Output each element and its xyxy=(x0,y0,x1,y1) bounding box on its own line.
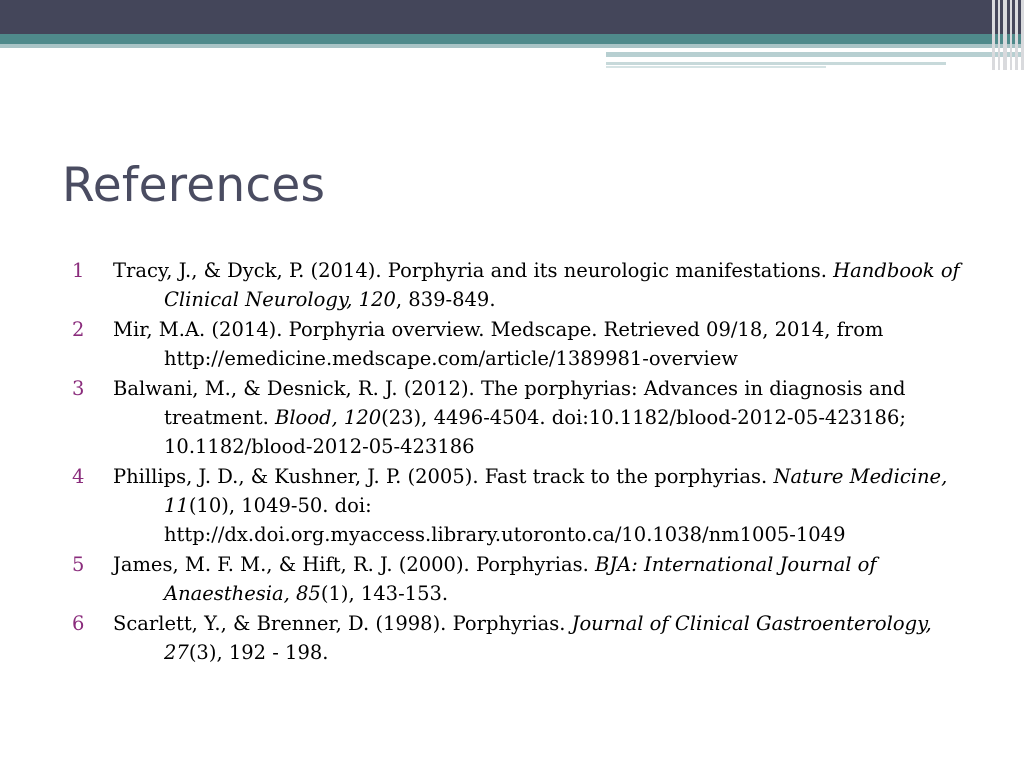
reference-number: 3 xyxy=(72,377,85,400)
reference-number: 4 xyxy=(72,465,85,488)
reference-authors: Phillips, J. D., & Kushner, J. P. (2005). Fast track to the porphyrias. xyxy=(113,465,774,488)
slide-title: References xyxy=(62,158,326,213)
reference-number: 5 xyxy=(72,553,85,576)
reference-authors: James, M. F. M., & Hift, R. J. (2000). Porphyrias. xyxy=(113,553,595,576)
reference-authors: Tracy, J., & Dyck, P. (2014). Porphyria and its neurologic manifestations. xyxy=(113,259,834,282)
reference-item xyxy=(72,550,972,608)
reference-item xyxy=(72,256,972,314)
decorative-line xyxy=(606,66,826,68)
reference-text xyxy=(113,374,972,461)
decorative-stripes xyxy=(990,0,1024,70)
decorative-line xyxy=(606,52,1024,57)
reference-item xyxy=(72,609,972,667)
reference-item xyxy=(72,374,972,461)
reference-details: , 839-849. xyxy=(395,288,496,311)
header-bar xyxy=(0,0,1024,34)
reference-list xyxy=(72,256,972,668)
reference-item xyxy=(72,462,972,549)
header-accent-bar xyxy=(0,34,1024,44)
reference-text xyxy=(113,609,972,667)
reference-details: (1), 143-153. xyxy=(320,582,449,605)
reference-journal: BJA: International Journal of Anaesthesia, 85 xyxy=(164,553,877,605)
reference-text xyxy=(113,462,972,549)
reference-details: (3), 192 - 198. xyxy=(188,641,329,664)
reference-authors: Mir, M.A. (2014). Porphyria overview. Medscape. Retrieved 09/18, 2014, from http://emedicine.medscape.com/article/1389981-overview xyxy=(113,318,884,370)
reference-text xyxy=(113,256,972,314)
reference-journal: Journal of Clinical Gastroenterology, 27 xyxy=(164,612,932,664)
reference-details: (23), 4496-4504. doi:10.1182/blood-2012-05-423186; 10.1182/blood-2012-05-423186 xyxy=(164,406,906,458)
reference-journal: Nature Medicine, 11 xyxy=(164,465,948,517)
reference-number: 2 xyxy=(72,318,85,341)
header-accent-line xyxy=(0,44,1024,48)
reference-number: 6 xyxy=(72,612,85,635)
reference-item xyxy=(72,315,972,373)
reference-number: 1 xyxy=(72,259,85,282)
reference-details: (10), 1049-50. doi: http://dx.doi.org.myaccess.library.utoronto.ca/10.1038/nm1005-1049 xyxy=(164,494,846,546)
reference-authors: Balwani, M., & Desnick, R. J. (2012). The porphyrias: Advances in diagnosis and treatment. xyxy=(113,377,906,429)
decorative-line xyxy=(606,62,946,65)
reference-text xyxy=(113,315,972,373)
reference-authors: Scarlett, Y., & Brenner, D. (1998). Porphyrias. xyxy=(113,612,572,635)
reference-text xyxy=(113,550,972,608)
reference-journal: Handbook of Clinical Neurology, 120 xyxy=(164,259,960,311)
reference-journal: Blood, 120 xyxy=(274,406,382,429)
